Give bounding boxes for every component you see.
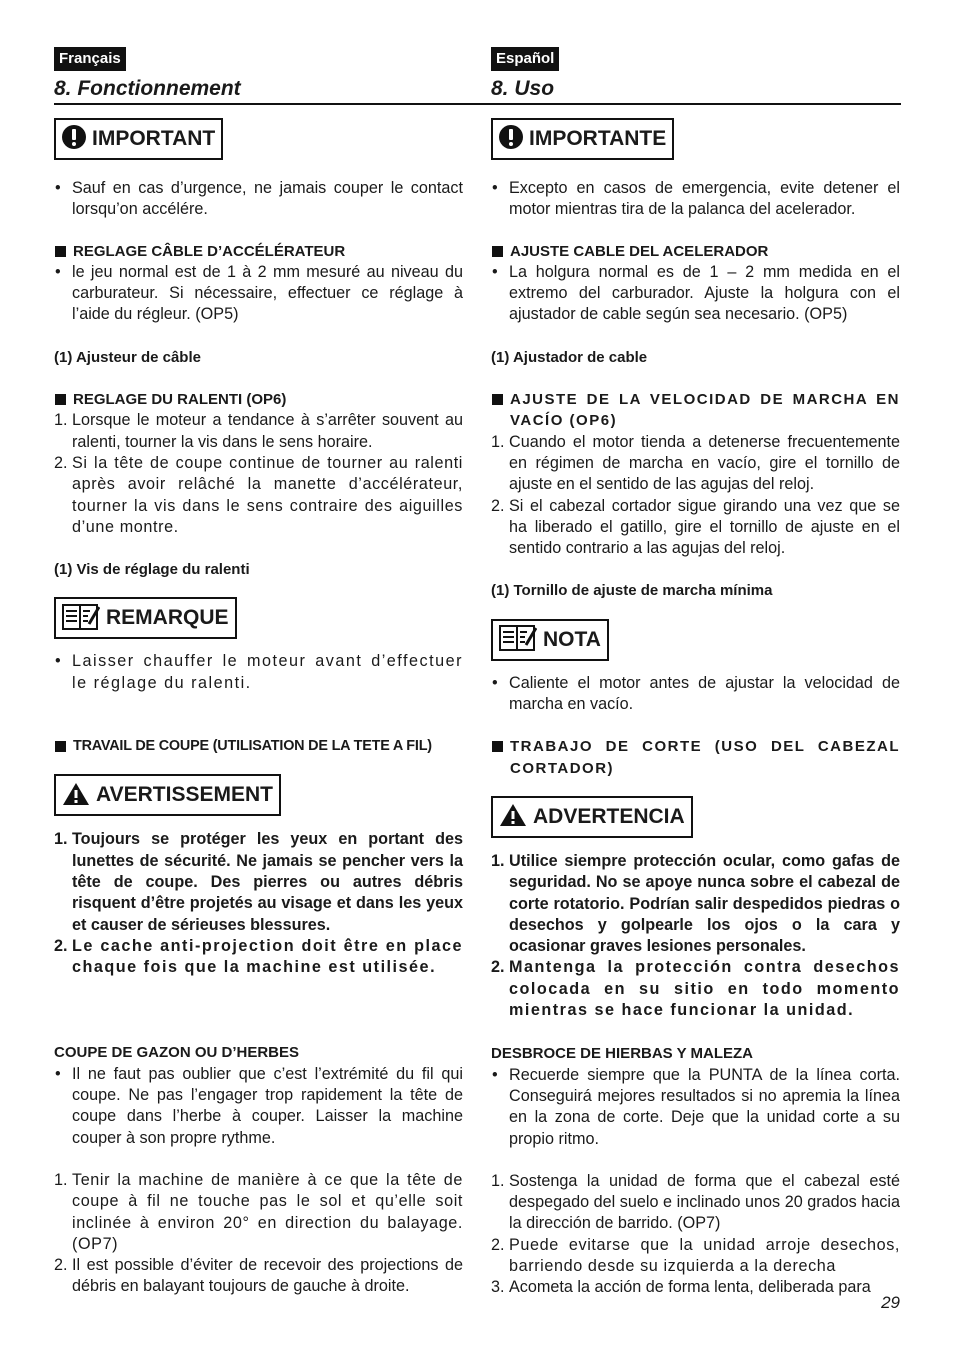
figure-caption: (1) Vis de réglage du ralenti [54, 561, 250, 579]
list-item: • Excepto en casos de emergencia, evite detener el motor mientras tira de la palanca del acelerador. [491, 178, 900, 221]
warning-box [54, 774, 281, 816]
remarque-label: REMARQUE [106, 606, 229, 630]
list-item: 1. Lorsque le moteur a tendance à s’arrêter souvent au ralenti, tourner la vis dans le sens horaire. [54, 411, 463, 451]
list-item: 1. Toujours se protéger les yeux en portant des lunettes de sécurité. Ne jamais se pencher vers la tête de coupe. Des pierres ou autres débris risquent d’être projetés au visage et dans les yeux et causer de sérieuses blessures. [54, 830, 463, 934]
spanish-column [491, 118, 900, 1299]
list-item: • Recuerde siempre que la PUNTA de la línea corta. Conseguirá mejores resultados si no apremia la línea en la zona de corte. Deje que la unidad corte a su propio ritmo. [491, 1065, 900, 1150]
list-item: • La holgura normal es de 1 – 2 mm medida en el extremo del carburador. Ajuste la holgura con el ajustador de cable según sea necesario. (OP5) [491, 262, 900, 326]
figure-caption: (1) Ajustador de cable [491, 348, 648, 366]
section-heading: COUPE DE GAZON OU D’HERBES [54, 1044, 300, 1062]
warning-icon [62, 782, 90, 806]
page-number: 29 [881, 1293, 900, 1312]
section-heading: REGLAGE CÂBLE D’ACCÉLÉRATEUR [54, 241, 463, 262]
list-item: • le jeu normal est de 1 à 2 mm mesuré au niveau du carburateur. Si nécessaire, effectuer ce réglage à l’aide du régleur. (OP5) [54, 262, 463, 326]
spanish-section-title: 8. Uso [491, 77, 555, 100]
advertencia-label: ADVERTENCIA [533, 804, 685, 828]
section-heading: AJUSTE DE LA VELOCIDAD DE MARCHA EN VACÍO (OP6) [491, 389, 900, 432]
nota-label: NOTA [543, 627, 601, 651]
importante-label: IMPORTANTE [529, 127, 667, 150]
list-item: 2. Il est possible d’éviter de recevoir des projections de débris en balayant toujours de gauche à droite. [54, 1256, 463, 1296]
nota-box [491, 619, 609, 661]
spanish-language-tag: Español [491, 47, 559, 71]
list-item: 1. Utilice siempre protección ocular, como gafas de seguridad. No se apoye nunca sobre el cabezal de corte rotatorio. Podrían salir despedidos piedras o desechos y golpearle los ojos o la cara y ocasionar graves lesiones personales. [491, 851, 900, 956]
list-item: 1. Cuando el motor tienda a detenerse frecuentemente en régimen de marcha en vacío, gire el tornillo de ajuste en el sentido de las agujas del reloj. [491, 432, 900, 494]
list-item: • Sauf en cas d’urgence, ne jamais couper le contact lorsqu’on accélére. [54, 178, 463, 221]
french-language-tag: Français [54, 47, 126, 71]
important-label: IMPORTANT [92, 127, 216, 150]
section-heading: TRABAJO DE CORTE (USO DEL CABEZAL CORTADOR) [491, 736, 900, 779]
list-item: • Caliente el motor antes de ajustar la velocidad de marcha en vacío. [491, 673, 900, 716]
notebook-icon [499, 625, 537, 651]
exclamation-icon [62, 125, 86, 149]
french-section-title: 8. Fonctionnement [54, 77, 241, 100]
advertencia-box [491, 796, 693, 838]
section-heading: AJUSTE CABLE DEL ACELERADOR [491, 241, 900, 262]
header-rule [54, 103, 901, 105]
list-item: 2. Puede evitarse que la unidad arroje desechos, barriendo desde su izquierda a la derecha [491, 1235, 900, 1275]
section-heading: TRAVAIL DE COUPE (UTILISATION DE LA TETE A FIL) [54, 736, 463, 757]
french-column [54, 118, 463, 1298]
list-item: 2. Le cache anti-projection doit être en place chaque fois que la machine est utilisée. [54, 936, 463, 977]
warning-icon [499, 803, 527, 827]
section-heading: DESBROCE DE HIERBAS Y MALEZA [491, 1045, 753, 1063]
list-item: 3. Acometa la acción de forma lenta, deliberada para [491, 1278, 871, 1297]
importante-box [491, 118, 674, 160]
list-item: 2. Si el cabezal cortador sigue girando una vez que se ha liberado el gatillo, gire el tornillo de ajuste en el sentido contrario a las agujas del reloj. [491, 496, 900, 558]
remarque-box [54, 597, 237, 639]
warning-label: AVERTISSEMENT [96, 783, 273, 807]
list-item: 1. Tenir la machine de manière à ce que la tête de coupe à fil ne touche pas le sol et qu’elle soit inclinée à environ 20° en direction du balayage. (OP7) [54, 1170, 463, 1253]
list-item: 2. Si la tête de coupe continue de tourner au ralenti après avoir relâché la manette d’accélérateur, tourner la vis dans le sens contraire des aiguilles d’une montre. [54, 453, 463, 536]
important-box [54, 118, 223, 160]
figure-caption: (1) Tornillo de ajuste de marcha mínima [491, 582, 773, 600]
figure-caption: (1) Ajusteur de câble [54, 348, 201, 366]
list-item: 2. Mantenga la protección contra desechos colocada en su sitio en todo momento mientras se hace funcionar la unidad. [491, 958, 900, 1020]
list-item: • Laisser chauffer le moteur avant d’effectuer le réglage du ralenti. [54, 651, 463, 694]
list-item: 1. Sostenga la unidad de forma que el cabezal esté despegado del suelo e inclinado unos 20 grados hacia la dirección de barrido. (OP7) [491, 1171, 900, 1233]
exclamation-icon [499, 125, 523, 149]
list-item: • Il ne faut pas oublier que c’est l’extrémité du fil qui coupe. Ne pas l’engager trop rapidement la tête de coupe dans l’herbe à couper. Laisser la machine couper à son propre rythme. [54, 1064, 463, 1149]
section-heading: REGLAGE DU RALENTI (OP6) [54, 389, 463, 410]
notebook-icon [62, 604, 100, 630]
